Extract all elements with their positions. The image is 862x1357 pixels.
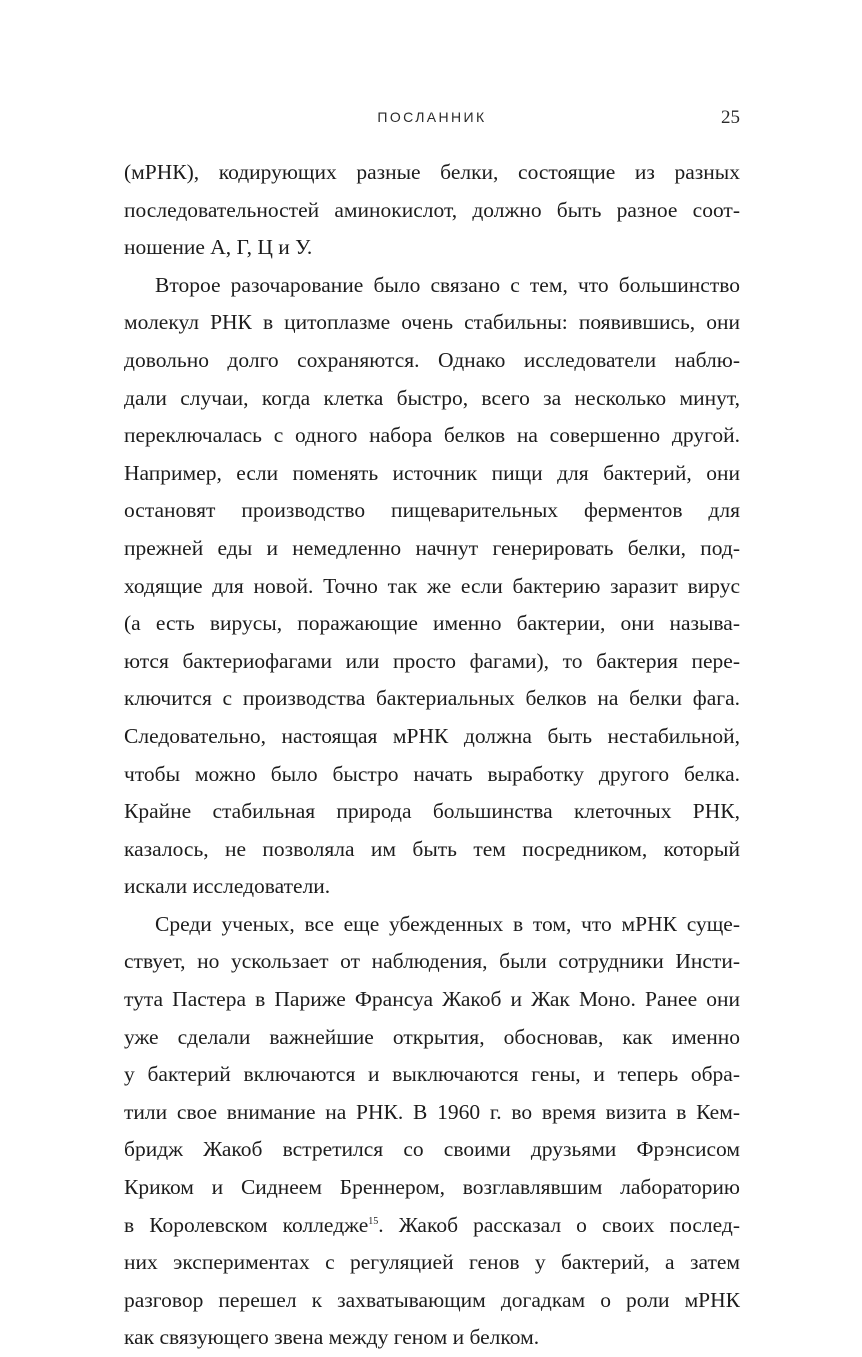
text-line: Второе разочарование было связано с тем, что большинство <box>155 272 740 297</box>
text-line: (мРНК), кодирующих разные белки, состоящие из разных <box>124 160 740 184</box>
footnote-line-before: в Королевском колледже <box>124 1212 369 1237</box>
page-number: 25 <box>721 107 740 128</box>
text-line: Следовательно, настоящая мРНК должна быть нестабильной, <box>124 723 740 748</box>
text-line: довольно долго сохраняются. Однако исследователи наблю- <box>124 347 740 372</box>
text-line-with-footnote <box>124 1207 740 1245</box>
text-line: как связующего звена между геном и белком. <box>124 1325 540 1350</box>
text-line: дали случаи, когда клетка быстро, всего за несколько минут, <box>124 385 740 410</box>
paragraph-1 <box>124 154 740 267</box>
text-line: ключится с производства бактериальных белков на белки фага. <box>124 686 740 711</box>
running-head <box>124 109 740 133</box>
paragraph-3 <box>124 906 740 1357</box>
text-line: переключалась с одного набора белков на совершенно другой. <box>124 423 740 448</box>
text-line: ношение А, Г, Ц и У. <box>124 235 313 260</box>
text-line: Крайне стабильная природа большинства клеточных РНК, <box>124 799 740 824</box>
text-line: прежней еды и немедленно начнут генерировать белки, под- <box>124 535 740 560</box>
text-line: у бактерий включаются и выключаются гены, и теперь обра- <box>124 1062 740 1087</box>
body-text <box>124 154 740 1357</box>
text-line: искали исследователи. <box>124 874 331 899</box>
text-line: Криком и Сиднеем Бреннером, возглавлявшим лабораторию <box>124 1175 740 1200</box>
text-line: Среди ученых, все еще убежденных в том, что мРНК суще- <box>155 911 740 936</box>
text-line: уже сделали важнейшие открытия, обосновав, как именно <box>124 1024 740 1049</box>
footnote-marker[interactable]: 15 <box>368 1215 379 1227</box>
text-line: остановят производство пищеварительных ферментов для <box>124 498 740 523</box>
text-line: тили свое внимание на РНК. В 1960 г. во время визита в Кем- <box>124 1099 740 1124</box>
text-line: ходящие для новой. Точно так же если бактерию заразит вирус <box>124 573 740 598</box>
text-line: разговор перешел к захватывающим догадкам о роли мРНК <box>124 1287 740 1312</box>
running-title: ПОСЛАННИК <box>377 109 487 125</box>
text-line: молекул РНК в цитоплазме очень стабильны: появившись, они <box>124 310 740 335</box>
text-line: чтобы можно было быстро начать выработку другого белка. <box>124 761 740 786</box>
text-line: них экспериментах с регуляцией генов у бактерий, а затем <box>124 1250 740 1275</box>
text-line: Например, если поменять источник пищи для бактерий, они <box>124 460 740 485</box>
text-line: ствует, но ускользает от наблюдения, были сотрудники Инсти- <box>124 949 740 974</box>
text-line: (а есть вирусы, поражающие именно бактерии, они называ- <box>124 611 740 636</box>
paragraph-2 <box>124 267 740 906</box>
text-line: последовательностей аминокислот, должно быть разное соот- <box>124 197 740 222</box>
footnote-line-after: . Жакоб рассказал о своих послед- <box>378 1212 740 1237</box>
text-line: бридж Жакоб встретился со своими друзьями Фрэнсисом <box>124 1137 740 1162</box>
text-line: тута Пастера в Париже Франсуа Жакоб и Жак Моно. Ранее они <box>124 987 740 1012</box>
text-line: казалось, не позволяла им быть тем посредником, который <box>124 836 740 861</box>
text-line: ются бактериофагами или просто фагами), то бактерия пере- <box>124 648 740 673</box>
